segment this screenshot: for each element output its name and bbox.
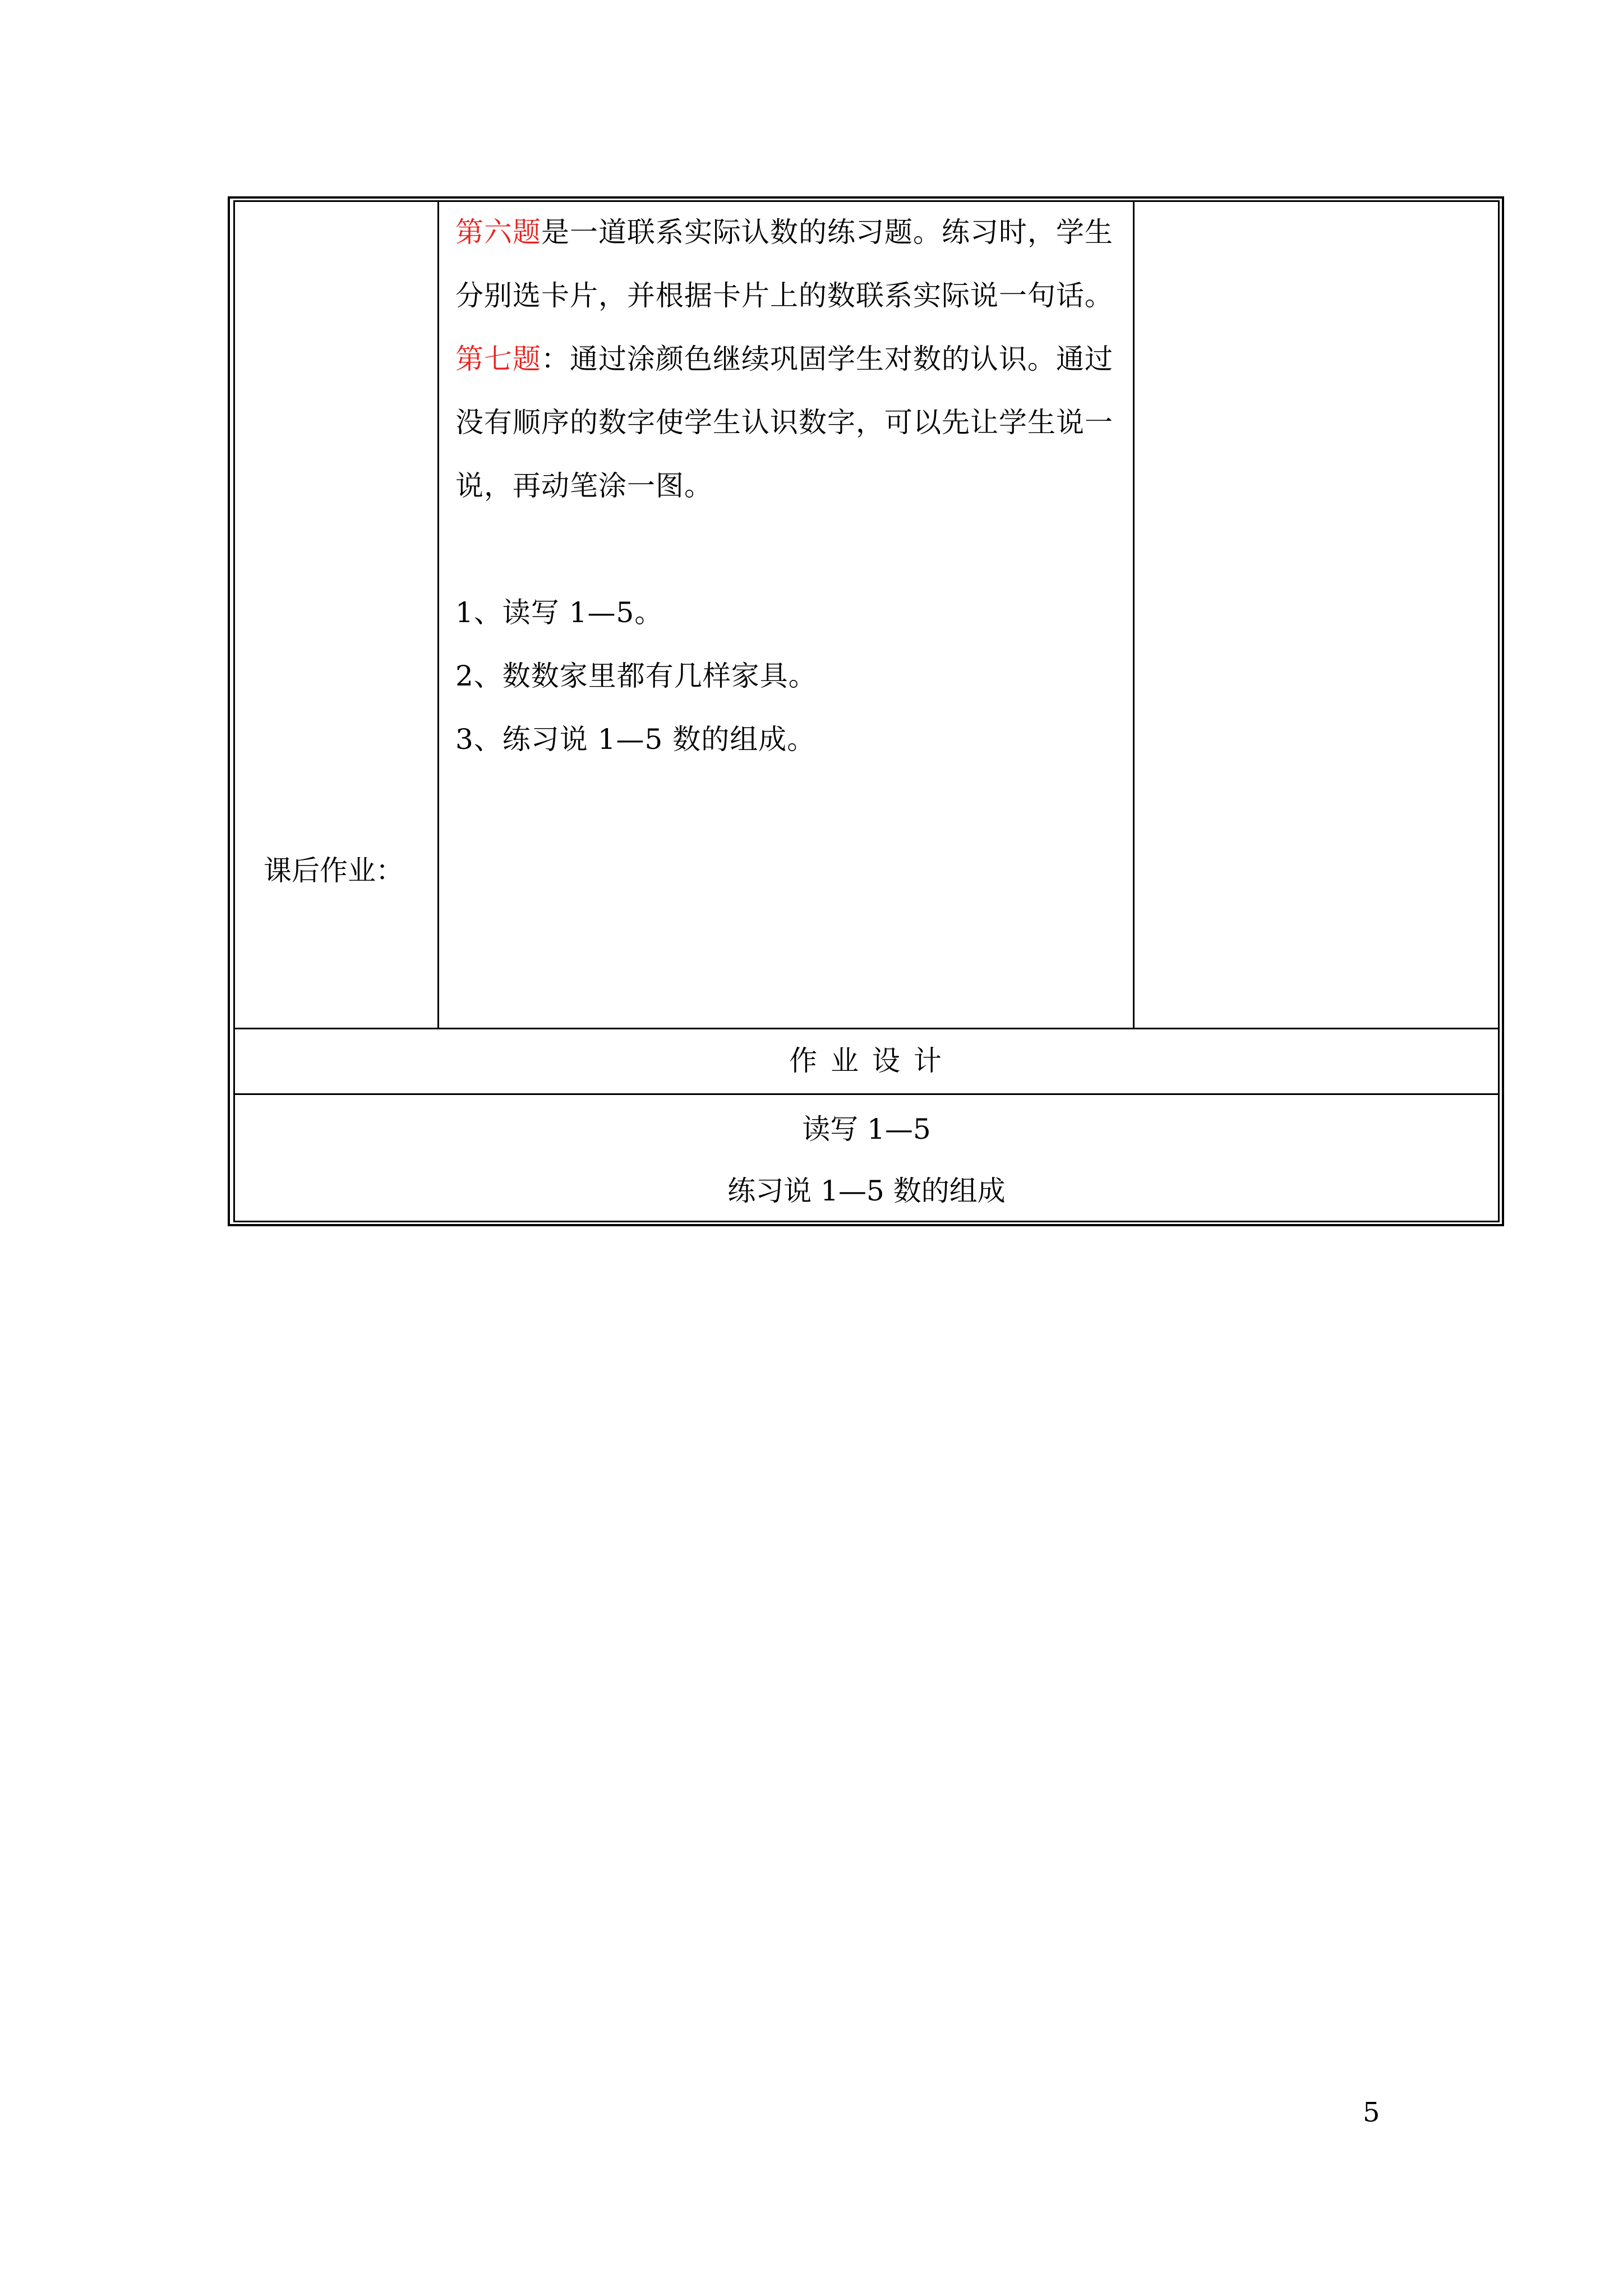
- q7-label: 第七题: [455, 343, 541, 375]
- homework-item-3: 3、练习说 1—5 数的组成。: [455, 723, 816, 756]
- q7-line-1: [455, 343, 1113, 375]
- homework-item-2: 2、数数家里都有几样家具。: [455, 660, 817, 692]
- design-line-1: 读写 1—5: [802, 1113, 931, 1145]
- design-section-header: 作 业 设 计: [789, 1045, 944, 1077]
- page-number: 5: [1363, 2097, 1380, 2128]
- q7-line-1-text: ：通过涂颜色继续巩固学生对数的认识。通过: [541, 343, 1113, 375]
- design-line-2: 练习说 1—5 数的组成: [727, 1175, 1006, 1207]
- q7-line-2: 没有顺序的数字使学生认识数字，可以先让学生说一: [455, 406, 1113, 439]
- q6-line-1-text: 是一道联系实际认数的练习题。练习时，学生: [541, 216, 1113, 249]
- homework-label: 课后作业：: [264, 854, 404, 887]
- row-divider-lower: [233, 1093, 1500, 1095]
- column-divider-right: [1133, 200, 1135, 1028]
- column-divider-left: [437, 200, 439, 1028]
- q6-label: 第六题: [455, 216, 541, 249]
- q6-line-2: 分别选卡片，并根据卡片上的数联系实际说一句话。: [455, 279, 1113, 312]
- homework-item-1: 1、读写 1—5。: [455, 596, 663, 629]
- q6-line-1: [455, 216, 1113, 249]
- row-divider-upper: [233, 1028, 1500, 1029]
- q7-line-3: 说，再动笔涂一图。: [455, 470, 713, 502]
